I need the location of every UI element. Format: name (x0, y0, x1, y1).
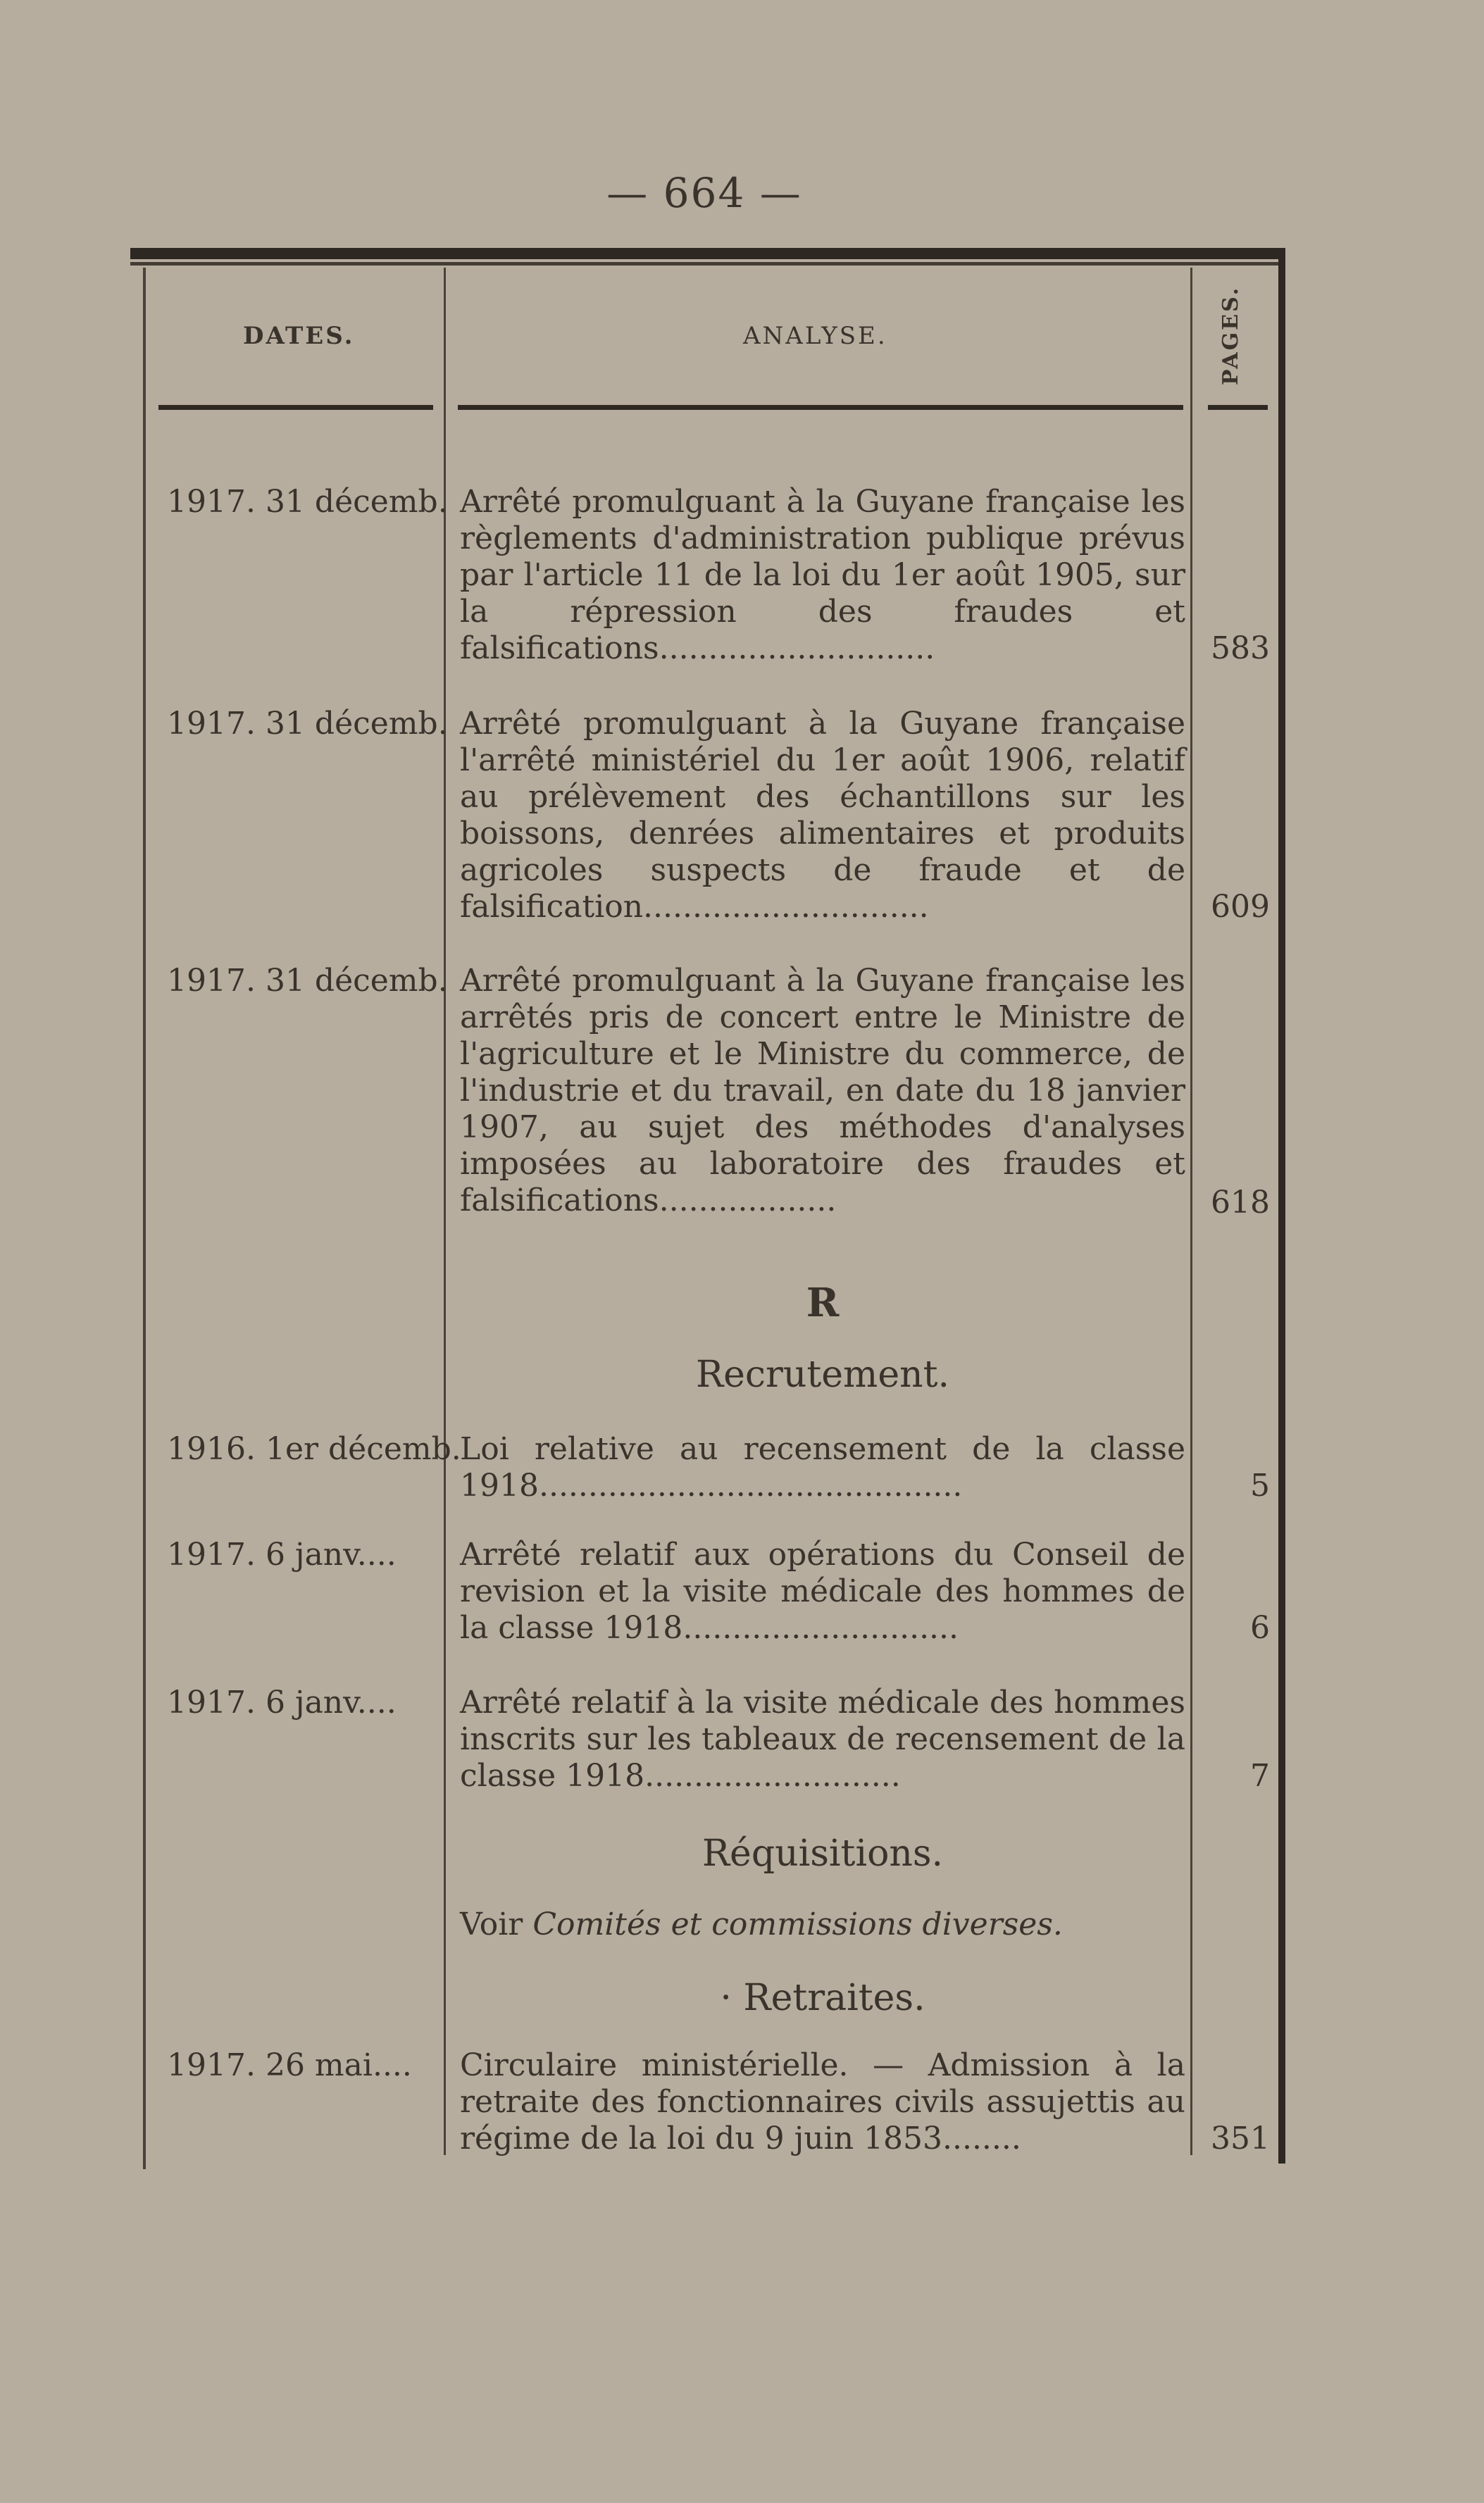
entry-analysis: Loi relative au recensement de la classe 1918........................................... (460, 1431, 1185, 1504)
entry-analysis: Arrêté promulguant à la Guyane française l'arrêté ministériel du 1er août 1906, relatif au prélèvement des échantillons sur les boissons, denrées alimentaires et produits agricoles suspects de fraude et de falsification............................. (460, 706, 1185, 925)
page-number: — 664 — (606, 169, 802, 217)
section-letter: R (806, 1280, 840, 1326)
cross-reference-prefix: Voir (460, 1906, 533, 1942)
table-right-border (1278, 248, 1285, 2164)
entry-date: 1917. 31 décemb. (167, 484, 448, 520)
cross-reference (460, 1906, 1185, 1942)
entry-page: 609 (1211, 889, 1270, 925)
analyse-column-divider (1190, 268, 1192, 2155)
dates-header: DATES. (243, 322, 355, 350)
section-title-retraites: · Retraites. (720, 1977, 925, 2019)
entry-page: 583 (1211, 630, 1270, 666)
dates-column-divider (444, 268, 446, 2155)
entry-analysis: Arrêté promulguant à la Guyane française les arrêtés pris de concert entre le Ministre de l'agriculture et le Ministre du commerce, de l'industrie et du travail, en date du 18 janvier 1907, au sujet des méthodes d'analyses imposées au laboratoire des fraudes et falsifications.................. (460, 963, 1185, 1218)
pages-header: PAGES. (1218, 285, 1243, 385)
entry-analysis: Arrêté relatif à la visite médicale des hommes inscrits sur les tableaux de recensement de la classe 1918.......................... (460, 1685, 1185, 1794)
header-rule-dates (158, 405, 433, 410)
section-title-requisitions: Réquisitions. (702, 1833, 944, 1875)
entry-date: 1917. 6 janv.... (167, 1685, 397, 1721)
table-left-border (143, 268, 146, 2169)
section-title-recrutement: Recrutement. (695, 1354, 950, 1396)
entry-page: 618 (1211, 1185, 1270, 1221)
entry-date: 1917. 31 décemb. (167, 706, 448, 742)
entry-analysis: Circulaire ministérielle. — Admission à la retraite des fonctionnaires civils assujettis au régime de la loi du 9 juin 1853........ (460, 2047, 1185, 2156)
entry-analysis: Arrêté promulguant à la Guyane française les règlements d'administration publique prévus par l'article 11 de la loi du 1er août 1905, sur la répression des fraudes et falsifications............................ (460, 484, 1185, 666)
entry-analysis: Arrêté relatif aux opérations du Conseil de revision et la visite médicale des hommes de la classe 1918............................ (460, 1537, 1185, 1646)
table-top-rule (130, 248, 1285, 259)
entry-date: 1917. 6 janv.... (167, 1537, 397, 1573)
entry-date: 1916. 1er décemb. (167, 1431, 461, 1467)
entry-page: 5 (1250, 1468, 1270, 1504)
table-top-rule-thin (130, 262, 1285, 266)
entry-date: 1917. 31 décemb. (167, 963, 448, 999)
header-rule-analyse (458, 405, 1183, 410)
entry-date: 1917. 26 mai.... (167, 2047, 412, 2083)
entry-page: 6 (1250, 1610, 1270, 1646)
entry-page: 7 (1250, 1758, 1270, 1794)
header-rule-pages (1208, 405, 1268, 410)
analyse-header: ANALYSE. (743, 322, 887, 350)
index-table (130, 248, 1285, 2174)
cross-reference-target: Comités et commissions diverses. (532, 1906, 1063, 1942)
entry-page: 351 (1211, 2121, 1270, 2156)
